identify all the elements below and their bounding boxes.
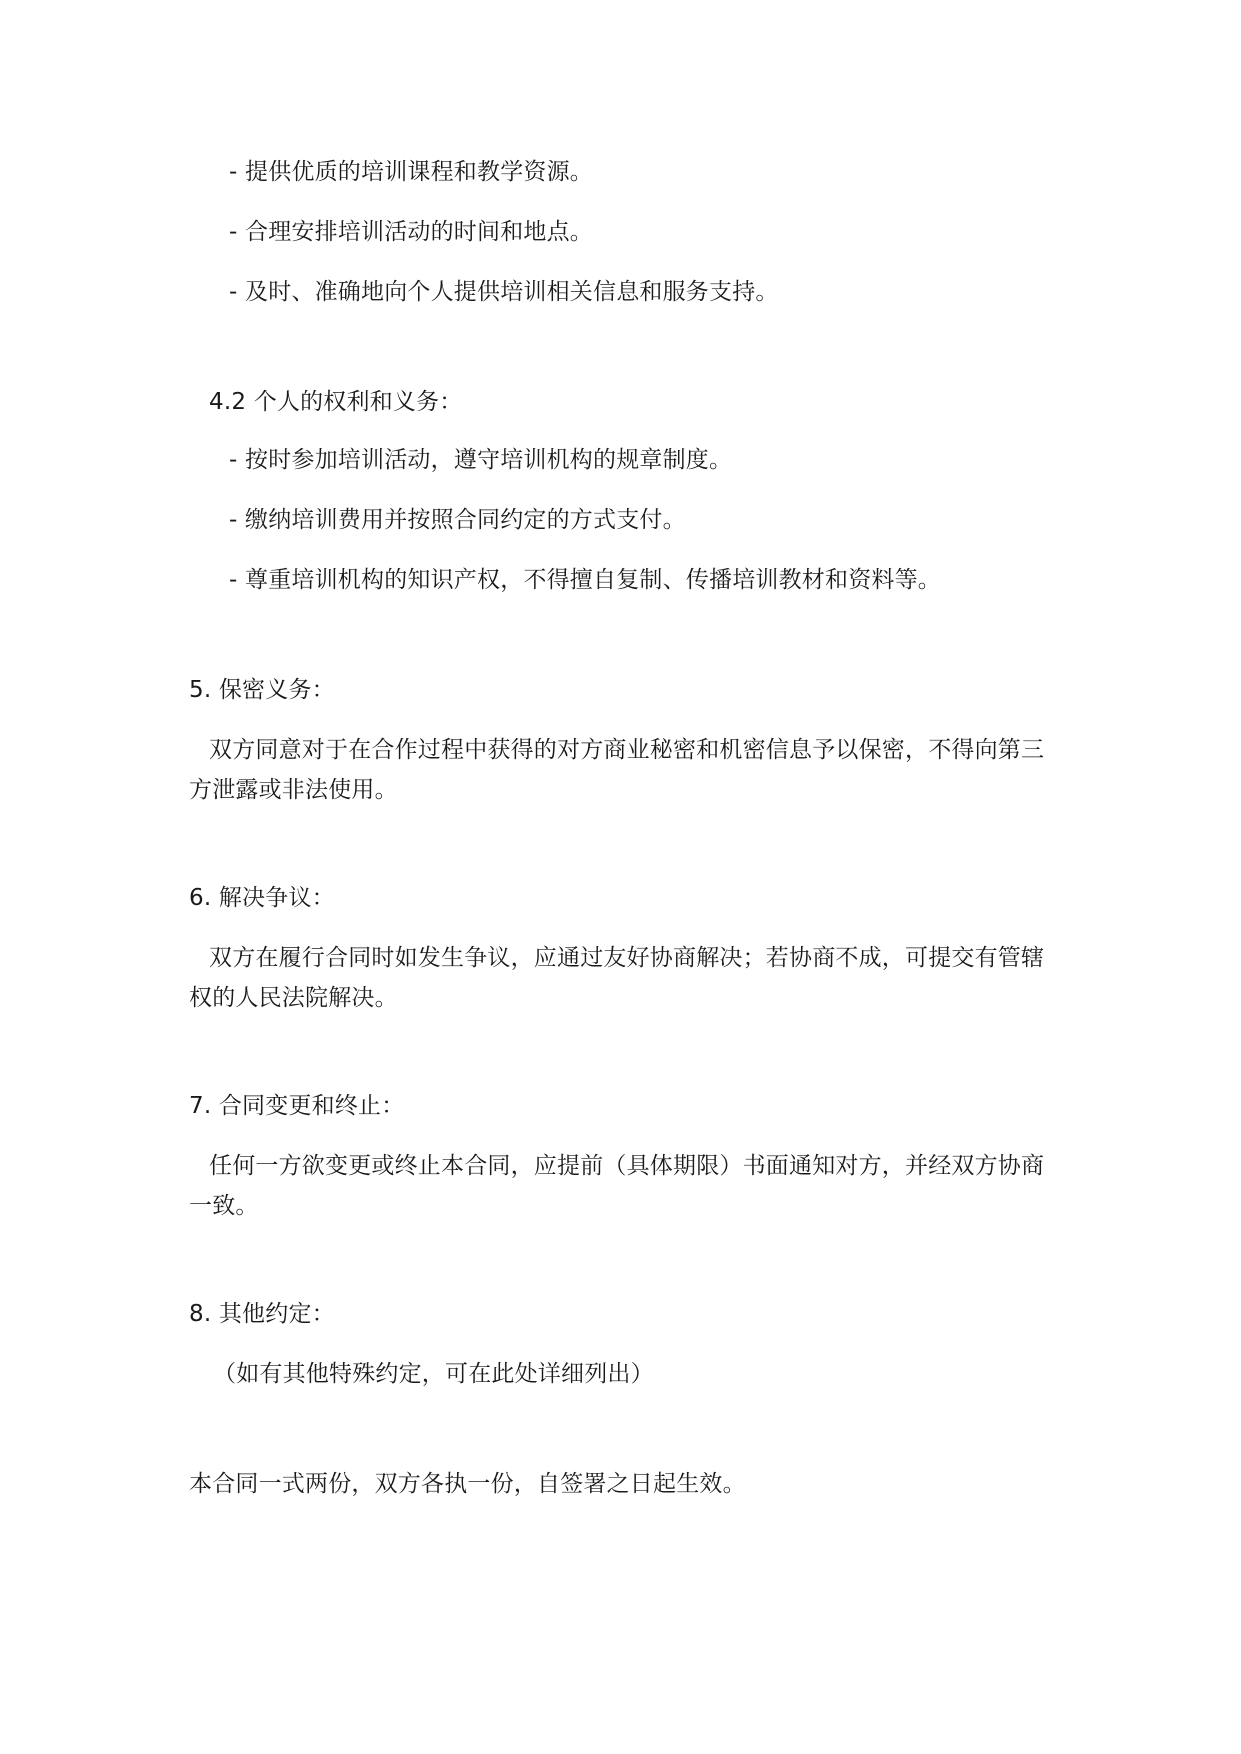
dispute-heading: 6. 解决争议： — [189, 885, 335, 911]
other-agreements-note: （如有其他特殊约定，可在此处详细列出） — [213, 1361, 654, 1387]
other-agreements-heading: 8. 其他约定： — [189, 1301, 335, 1327]
individual-rights-item: - 缴纳培训费用并按照合同约定的方式支付。 — [229, 507, 686, 533]
institution-obligation-item: - 提供优质的培训课程和教学资源。 — [229, 159, 594, 185]
institution-obligation-item: - 及时、准确地向个人提供培训相关信息和服务支持。 — [229, 279, 779, 305]
individual-rights-item: - 尊重培训机构的知识产权，不得擅自复制、传播培训教材和资料等。 — [229, 567, 942, 593]
dispute-text: 双方在履行合同时如发生争议，应通过友好协商解决；若协商不成，可提交有管辖 — [209, 945, 1045, 971]
change-termination-text: 任何一方欲变更或终止本合同，应提前（具体期限）书面通知对方，并经双方协商 — [209, 1153, 1045, 1179]
change-termination-heading: 7. 合同变更和终止： — [189, 1093, 405, 1119]
individual-rights-item: - 按时参加培训活动，遵守培训机构的规章制度。 — [229, 447, 733, 473]
institution-obligation-item: - 合理安排培训活动的时间和地点。 — [229, 219, 594, 245]
confidentiality-heading: 5. 保密义务： — [189, 677, 335, 703]
confidentiality-text: 双方同意对于在合作过程中获得的对方商业秘密和机密信息予以保密，不得向第三 — [209, 737, 1045, 763]
closing-statement: 本合同一式两份，双方各执一份，自签署之日起生效。 — [189, 1471, 746, 1497]
change-termination-text: 一致。 — [189, 1193, 259, 1219]
confidentiality-text: 方泄露或非法使用。 — [189, 777, 398, 803]
individual-rights-heading: 4.2 个人的权利和义务： — [209, 389, 463, 415]
dispute-text: 权的人民法院解决。 — [189, 985, 398, 1011]
